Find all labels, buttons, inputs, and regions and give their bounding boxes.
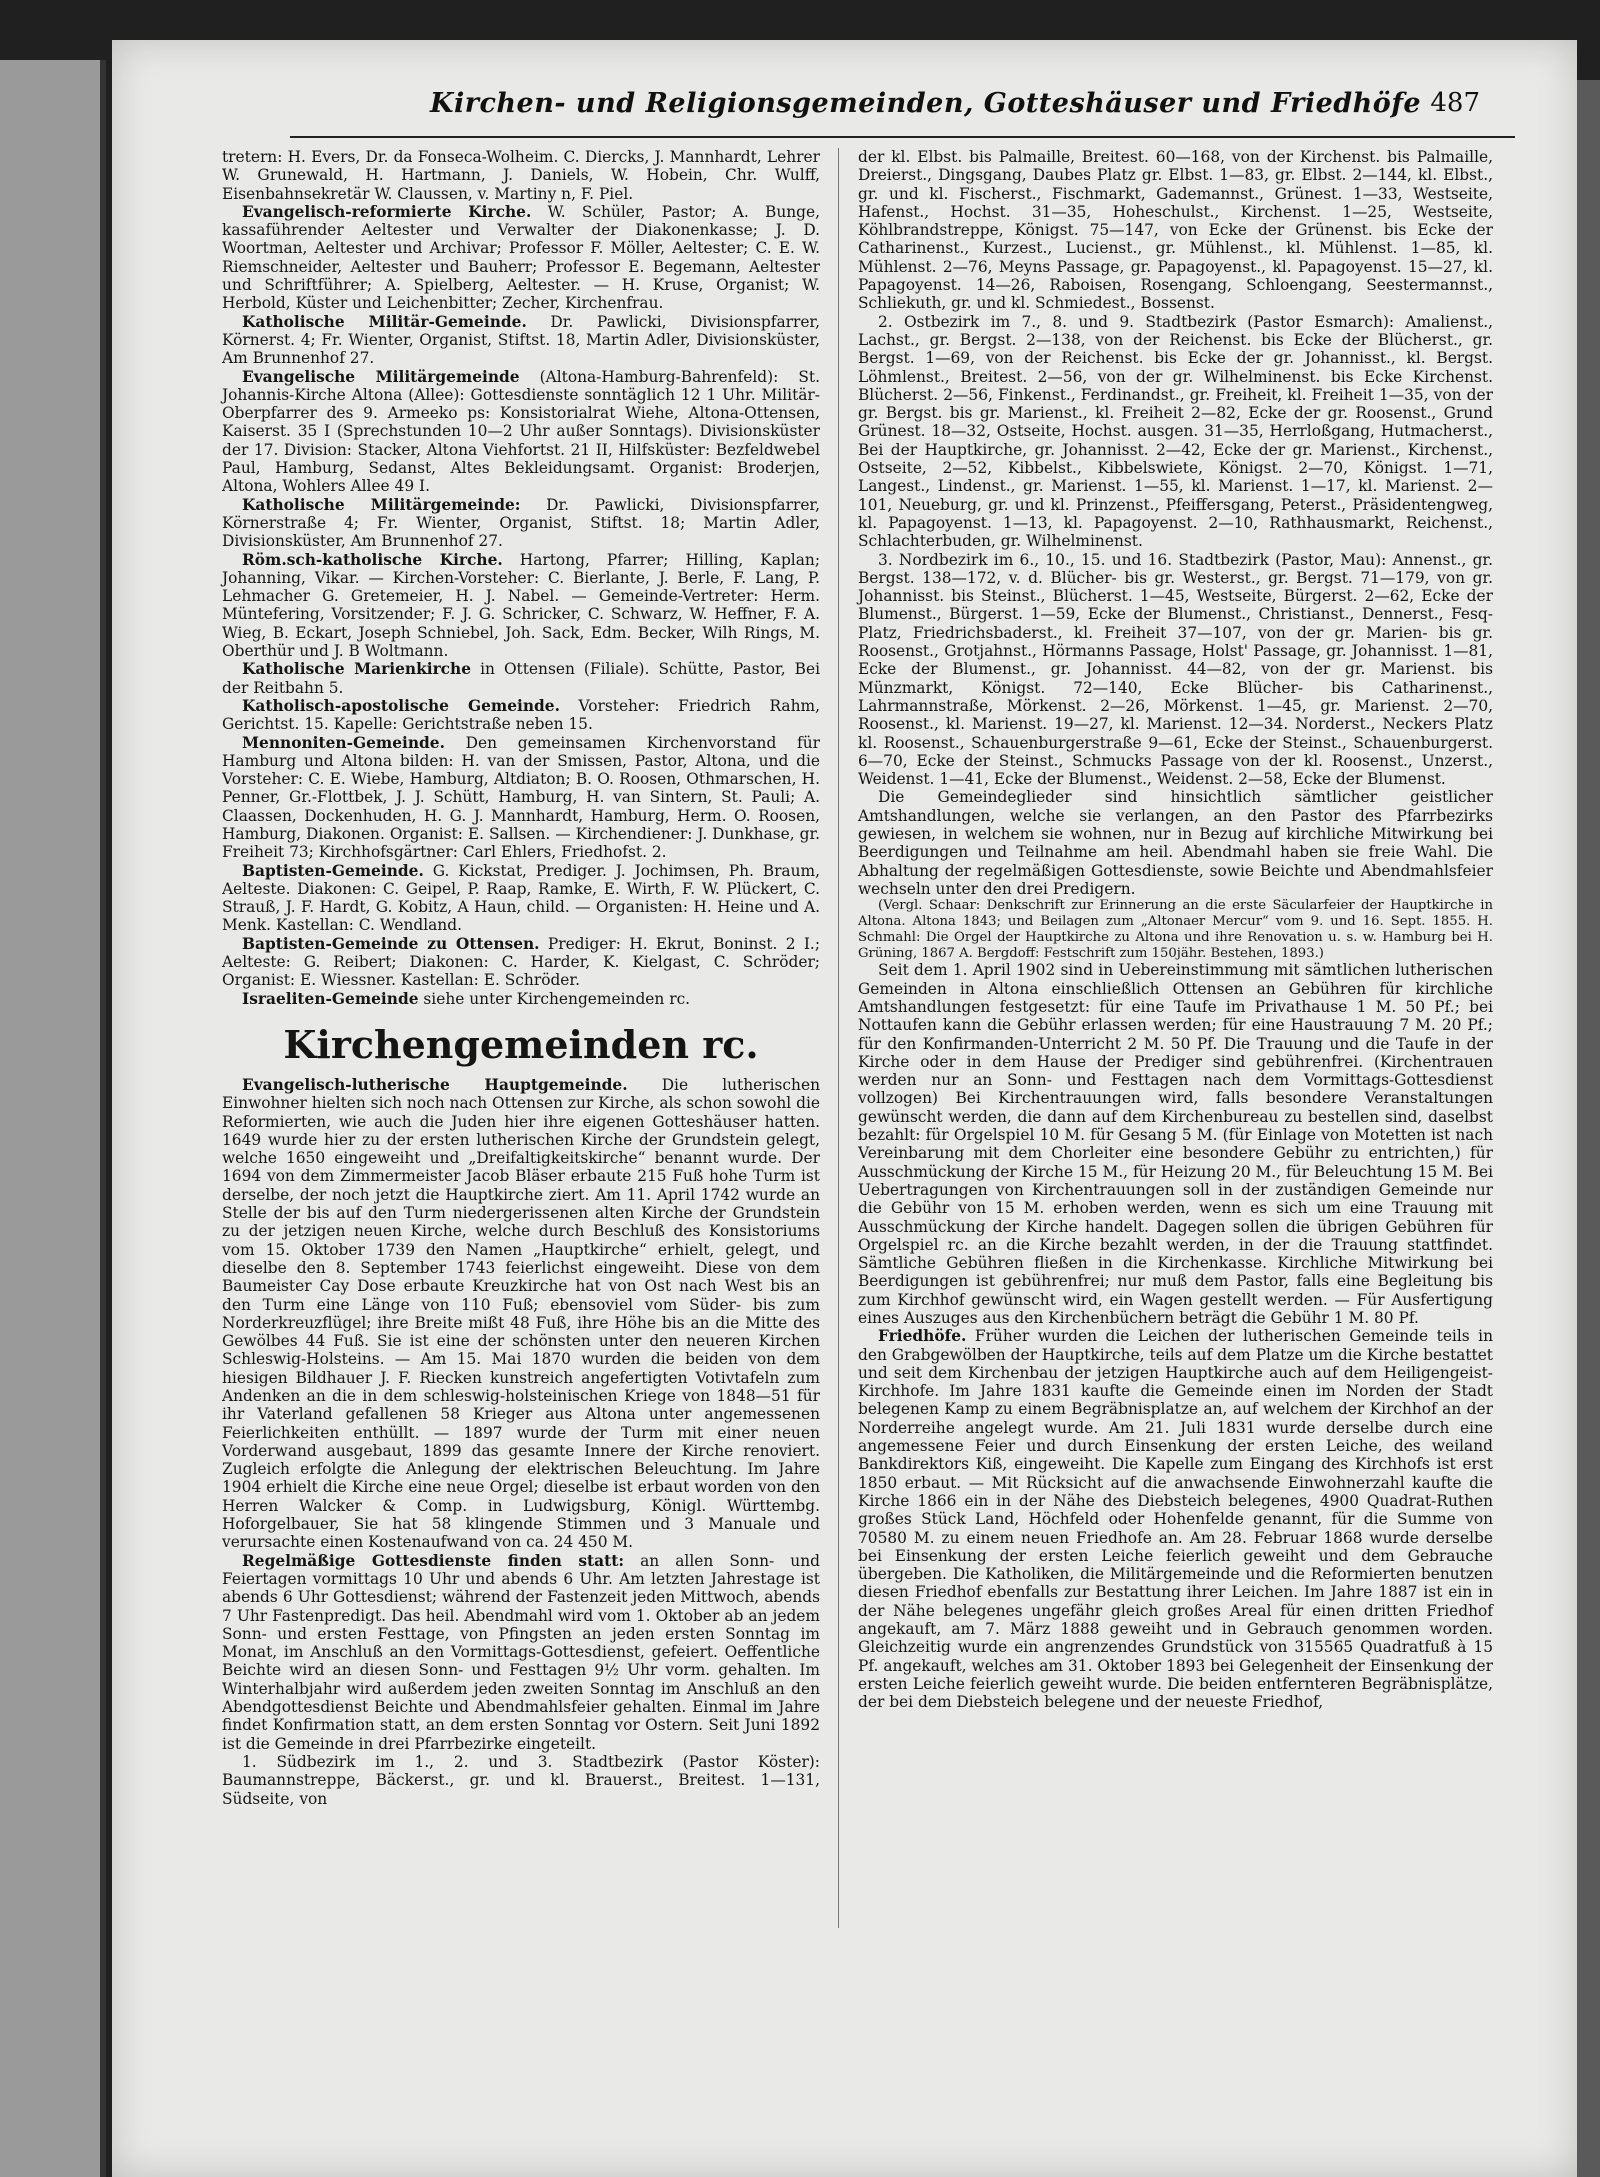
paragraph-text: Früher wurden die Leichen der lutherischen Gemeinde teils in den Grabgewölben der Hauptkirche, teils auf dem Platze um die Kirche bestattet und seit dem Kirchenbau der jetzigen Hauptkirche auch auf dem Heiligengeist-Kirchhofe. Im Jahre 1831 kaufte die Gemeinde einen im Norden der Stadt belegenen Kamp zu einem Begräbnisplatze an, auf welchem der Kirchhof an der Norderreihe angelegt wurde. Am 21. Juli 1831 wurde derselbe durch eine angemessene Feier und durch Einsenkung der ersten Leiche, des weiland Bankdirektors Kiß, eingeweiht. Die Kapelle zum Eingang des Kirchhofs ist erst 1850 erbaut. — Mit Rücksicht auf die anwachsende Einwohnerzahl kaufte die Kirche 1866 ein in der Nähe des Diebsteich belegenes, 4900 Quadrat-Ruthen großes Stück Land, Höchfeld oder Hohenfelde genannt, für die Summe von 70580 M. zu einem neuen Friedhofe an. Am 28. Februar 1868 wurde derselbe bei Einsenkung der ersten Leiche feierlich geweiht und dem Gebrauche übergeben. Die Katholiken, die Militärgemeinde und die Reformierten benutzen diesen Friedhof ebenfalls zur Bestattung ihrer Leichen. Im Jahre 1887 ist ein in der Nähe belegenes ungefähr gleich großes Areal für einen dritten Friedhof angekauft, am 7. März 1888 geweiht und in Gebrauch genommen worden. Gleichzeitig wurde ein angrenzendes Grundstück von 315565 Quadratfuß à 15 Pf. angekauft, welches am 31. Oktober 1893 bei Gelegenheit der Einsenkung der ersten Leiche feierlich geweiht wurde. Die beiden entfernteren Begräbnisplätze, der bei dem Diebsteich belegene und der neueste Friedhof, [858,1327,1493,1712]
paragraph-lead: Katholische Militärgemeinde: [242,495,521,514]
paragraph-text: 2. Ostbezirk im 7., 8. und 9. Stadtbezirk (Pastor Esmarch): Amalienst., Lachst., gr. Bergst. 2—138, von der Reichenst. bis Ecke der Blücherst., gr. Bergst. 1—69, von der Reichenst. bis Ecke der gr. Johannisst., kl. Bergst. Löhmlenst., Breitest. 2—56, von der gr. Wilhelminenst. bis Ecke Kirchenst. Blücherst. 2—56, Finkenst., Ferdinandst., gr. Freiheit, kl. Freiheit 1—35, von der gr. Bergst. bis gr. Marienst., kl. Freiheit 2—82, Ecke der gr. Roosenst., Grund Grünest. 18—32, Ostseite, Hochst. ausgen. 31—35, Herrloßgang, Hutmacherst., Bei der Hauptkirche, gr. Johannisst. 2—42, Ecke der gr. Marienst., Kirchenst., Ostseite, 2—52, Kibbelst., Kibbelswiete, Königst. 2—70, Königst. 1—71, Langest., Lindenst., gr. Marienst. 1—55, kl. Marienst. 1—17, kl. Marienst. 2—101, Neueburg, gr. und kl. Prinzenst., Pfeiffersgang, Peterst., Präsidentengweg, kl. Papagoyenst. 1—13, kl. Papagoyenst. 2—10, Rathhausmarkt, Reichenst., Schlachterbuden, gr. Wilhelminenst. [858,312,1493,551]
paragraph [222,697,820,734]
left-paragraphs [222,148,820,1008]
paragraph-text: Prediger: H. Ekrut, Boninst. 2 I.; Aelteste: G. Reibert; Diakonen: C. Harder, K. Kielgast, C. Schröder; Organist: E. Wiessner. Kastellan: E. Schröder. [222,934,820,990]
paragraph-text: Den gemeinsamen Kirchenvorstand für Hamburg und Altona bilden: H. van der Smissen, Pastor, Altona, und die Vorsteher: C. E. Wiebe, Hamburg, Altdiaton; B. O. Roosen, Othmarschen, H. Penner, Gr.-Flottbek, J. J. Schütt, Hamburg, H. van Sintern, St. Pauli; A. Claassen, Dockenhuden, H. G. J. Mannhardt, Hamburg, Herm. O. Roosen, Hamburg, Diakonen. Organist: E. Sallsen. — Kirchendiener: J. Dunkhase, gr. Freiheit 73; Kirchhofsgärtner: Carl Ehlers, Friedhofst. 2. [222,733,820,862]
paragraph-text: Dr. Pawlicki, Divisionspfarrer, Körnerst. 4; Fr. Wienter, Organist, Stiftst. 18, Martin Adler, Divisionsküster, Am Brunnenhof 27. [222,312,820,368]
paragraph-text: Seit dem 1. April 1902 sind in Uebereinstimmung mit sämtlichen lutherischen Gemeinden in Altona einschließlich Ottensen an Gebühren für kirchliche Amtshandlungen festgesetzt: für eine Taufe im Privathause 1 M. 50 Pf.; bei Nottaufen kann die Gebühr erlassen werden; für eine Haustrauung 7 M. 20 Pf.; für den Konfirmanden-Unterricht 2 M. 50 Pf. Die Trauung und die Taufe in der Kirche oder in dem Hause der Prediger sind gebührenfrei. (Kirchentrauen werden nur an Sonn- und Festtagen nach dem Vormittags-Gottesdienst vollzogen) Bei Kirchentrauungen wird, falls besondere Veranstaltungen gewünscht werden, die dann auf dem Kirchenbureau zu bestellen sind, daselbst bezahlt: für Orgelspiel 10 M. für Gesang 5 M. (für Einlage von Motetten ist nach Vereinbarung mit dem Chorleiter eine besondere Gebühr zu entrichten,) für Ausschmückung der Kirche 15 M., für Heizung 20 M., für Beleuchtung 15 M. Bei Uebertragungen von Kirchentrauungen soll in der zuständigen Gemeinde nur die Gebühr von 15 M. erhoben werden, wenn es sich um eine Trauung mit Ausschmückung der Kirche handelt. Dagegen sollen die übrigen Gebühren für Orgelspiel rc. an die Kirche bezahlt werden, in der die Trauung stattfindet. Sämtliche Gebühren fließen in die Kirchenkasse. Kirchliche Mitwirkung bei Beerdigungen ist gebührenfrei; nur muß dem Pastor, falls eine Begleitung bis zum Kirchhof gewünscht wird, ein Wagen gestellt werden. — Für Ausfertigung eines Auszuges aus den Kirchenbüchern beträgt die Gebühr 1 M. 80 Pf. [858,961,1493,1327]
column-divider [838,148,839,1928]
paragraph [858,313,1493,551]
paragraph [858,551,1493,789]
paragraph-text: W. Schüler, Pastor; A. Bunge, kassaführender Aeltester und Verwalter der Diakonenkasse; J. D. Woortman, Aeltester und Archivar; Professor F. Möller, Aeltester; C. E. W. Riemschneider, Aeltester und Bauherr; Professor E. Begemann, Aeltester und Schriftführer; A. Spielberg, Aeltester. — H. Kruse, Organist; W. Herbold, Küster und Leichenbitter; Zecher, Kirchenfrau. [222,202,820,313]
left-column [222,148,820,1808]
paragraph [222,1552,820,1753]
paragraph-lead: Evangelische Militärgemeinde [242,367,520,386]
header-rule [290,136,1515,138]
paragraph [222,734,820,862]
paragraph [222,990,820,1008]
paragraph [222,1753,820,1808]
paragraph [222,148,820,203]
paragraph-text: Vorsteher: Friedrich Rahm, Gerichtst. 15. Kapelle: Gerichtstraße neben 15. [222,696,820,734]
paragraph-lead: Baptisten-Gemeinde. [242,861,424,880]
paragraph-text: siehe unter Kirchengemeinden rc. [418,989,691,1008]
paragraph-text: Die Gemeindeglieder sind hinsichtlich sämtlicher geistlicher Amtshandlungen, welche sie verlangen, an den Pastor des Pfarrbezirks gewiesen, in welchem sie wohnen, nur in Bezug auf kirchliche Mitwirkung bei Beerdigungen und Teilnahme am heil. Abendmahl haben sie freie Wahl. Die Abhaltung der regelmäßigen Gottesdienste, sowie Beichte und Abendmahlsfeier wechseln unter den drei Predigern. [858,788,1493,898]
paragraph-text: Hartong, Pfarrer; Hilling, Kaplan; Johanning, Vikar. — Kirchen-Vorsteher: C. Bierlante, J. Berle, F. Lang, P. Lehmacher G. Gretemeier, H. J. Nabel. — Gemeinde-Vertreter: Herm. Müntefering, Vorsitzender; F. J. G. Schricker, C. Schwarz, W. Heffner, F. A. Wieg, B. Eckart, Joseph Schniebel, Joh. Sack, Edm. Becker, Wilh Rings, M. Oberthür und J. B Woltmann. [222,550,821,661]
facing-page-edge [0,60,106,2177]
paragraph-text: 1. Südbezirk im 1., 2. und 3. Stadtbezirk (Pastor Köster): Baumannstreppe, Bäckerst., gr. und kl. Brauerst., Breitest. 1—131, Südseite, von [222,1752,820,1808]
paragraph-lead: Friedhöfe. [878,1327,967,1346]
paragraph [222,660,820,697]
right-paragraphs [858,148,1493,1712]
paragraph-text: Die lutherischen Einwohner hielten sich noch nach Ottensen zur Kirche, als schon sowohl die Reformierten, wie auch die Juden hier ihre eigenen Gotteshäuser hatten. 1649 wurde hier zu der ersten lutherischen Kirche der Grundstein gelegt, welche 1650 eingeweiht und „Dreifaltigkeitskirche“ benannt wurde. Der 1694 von dem Zimmermeister Jacob Bläser erbaute 215 Fuß hohe Turm ist derselbe, der noch jetzt die Hauptkirche ziert. Am 11. April 1742 wurde an Stelle der bis auf den Turm niedergerissenen alten Kirche der Grundstein zu der jetzigen neuen Kirche, welche durch Beschluß des Konsistoriums vom 15. Oktober 1739 den Namen „Hauptkirche“ erhielt, gelegt, und dieselbe den 8. September 1743 feierlichst eingeweiht. Diese von dem Baumeister Cay Dose erbaute Kreuzkirche hat von Ost nach West bis an den Turm eine Länge von 110 Fuß; ebensoviel vom Süder- bis zum Norderkreuzflügel; ihre Breite mißt 48 Fuß, ihre Höhe bis an die Mitte des Gewölbes 44 Fuß. Sie ist eine der schönsten unter den neueren Kirchen Schleswig-Holsteins. — Am 15. Mai 1870 wurden die beiden von dem hiesigen Bildhauer J. F. Riecken kunstreich angefertigten Votivtafeln zum Andenken an die in dem schleswig-holsteinischen Kriege von 1848—51 für ihr Vaterland gefallenen 58 Krieger aus Altona unter angemessenen Feierlichkeiten enthüllt. — 1897 wurde der Turm mit einer neuen Vorderwand ausgebaut, 1899 das gesamte Innere der Kirche renoviert. Zugleich erfolgte die Anlegung der elektrischen Beleuchtung. Im Jahre 1904 erhielt die Kirche eine neue Orgel; dieselbe ist erbaut worden von den Herren Walcker & Comp. in Ludwigsburg, Königl. Württembg. Hoforgelbauer, Sie hat 58 klingende Stimmen und 3 Manuale und verursachte einen Kostenaufwand von ca. 24 450 M. [222,1075,820,1552]
paragraph-text: (Altona-Hamburg-Bahrenfeld): St. Johannis-Kirche Altona (Allee): Gottesdienste sonntäglich 12 1 Uhr. Militär-Oberpfarrer des 9. Armeeko ps: Konsistorialrat Wiehe, Altona-Ottensen, Kaiserst. 35 I (Sprechstunden 10—2 Uhr außer Sonntags). Divisionsküster der 17. Division: Stacker, Altona Viehfortst. 21 II, Hilfsküster: Bezfeldwebel Paul, Hamburg, Sedanst, Altes Bekleidungsamt. Organist: Broderjen, Altona, Wohlers Allee 49 I. [222,367,820,496]
header-title: Kirchen- und Religionsgemeinden, Gotteshäuser und Friedhöfe [430,88,1422,119]
paragraph-text: tretern: H. Evers, Dr. da Fonseca-Wolheim. C. Diercks, J. Mannhardt, Lehrer W. Grunewald, H. Hartmann, J. Daniels, W. Hobein, Chr. Wulff, Eisenbahnsekretär W. Claussen, v. Martiny n, F. Piel. [222,148,820,203]
paragraph [222,862,820,935]
paragraph [222,496,820,551]
paragraph-text: (Vergl. Schaar: Denkschrift zur Erinnerung an die erste Säcularfeier der Hauptkirche in Altona. Altona 1843; und Beilagen zum „Altonaer Mercur“ vom 9. und 16. Sept. 1855. H. Schmahl: Die Orgel der Hauptkirche zu Altona und ihre Renovation u. s. w. Hamburg bei H. Grüning, 1867 A. Bergdoff: Festschrift zum 150jähr. Bestehen, 1893.) [858,898,1493,961]
paragraph-lead: Baptisten-Gemeinde zu Ottensen. [242,934,540,953]
paragraph-lead: Regelmäßige Gottesdienste finden statt: [242,1551,624,1570]
paragraph [858,788,1493,898]
paragraph-lead: Röm.sch-katholische Kirche. [242,550,503,569]
paragraph [222,203,820,313]
section-paragraphs [222,1076,820,1808]
paragraph-text: der kl. Elbst. bis Palmaille, Breitest. 60—168, von der Kirchenst. bis Palmaille, Dreierst., Dingsgang, Daubes Platz gr. Elbst. 1—83, gr. Elbst. 2—144, kl. Elbst., gr. und kl. Fischerst., Fischmarkt, Gademannst., Grünest. 1—33, Westseite, Hafenst., Hochst. 31—35, Hoheschulst., Kirchenst. 1—25, Westseite, Köhlbrandstreppe, Königst. 75—147, von Ecke der Grünenst. bis Ecke der Catharinenst., Kurzest., Lucienst., gr. Mühlenst., kl. Mühlenst. 1—85, kl. Mühlenst. 2—76, Meyns Passage, gr. Papagoyenst., kl. Papagoyenst. 15—27, kl. Papagoyenst. 14—26, Raboisen, Rosengang, Schloengang, Seestermannst., Schliekuth, gr. und kl. Schmiedest., Bossenst. [858,148,1493,313]
paragraph-lead: Katholische Militär-Gemeinde. [242,312,527,331]
paragraph-lead: Evangelisch-lutherische Hauptgemeinde. [242,1075,628,1094]
paragraph [858,898,1493,961]
paragraph-text: 3. Nordbezirk im 6., 10., 15. und 16. Stadtbezirk (Pastor, Mau): Annenst., gr. Bergst. 138—172, v. d. Blücher- bis gr. Westerst., gr. Bergst. 71—179, von gr. Johannisst. bis Steinst., Blücherst. 1—45, Westseite, Bürgerst. 2—62, Ecke der Blumenst., Bürgerst. 1—59, Ecke der Blumenst., Christianst., Dennerst., Fesq-Platz, Friedrichsbaderst., kl. Freiheit 37—107, von der gr. Marien- bis gr. Roosenst., Grotjahnst., Hörmanns Passage, Holst' Passage, gr. Johannisst. 1—81, Ecke der Blumenst., gr. Johannisst. 44—82, von der gr. Marienst. bis Münzmarkt, Königst. 72—140, Ecke Blücher- bis Catharinenst., Lahrmannstraße, Mörkenst. 2—26, Mörkenst. 1—45, gr. Marienst. 2—70, Roosenst., kl. Marienst. 19—27, kl. Marienst. 12—34. Norderst., Neckers Platz kl. Roosenst., Schauenburgerstraße 9—61, Ecke der Steinst., Schauenburgerst. 6—70, Ecke der Steinst., Schmucks Passage von der kl. Roosenst., Unzerst., Weidenst. 1—41, Ecke der Blumenst., Weidenst. 2—58, Ecke der Blumenst. [858,550,1493,789]
paragraph-lead: Mennoniten-Gemeinde. [242,733,445,752]
section-heading: Kirchengemeinden rc. [283,1021,759,1067]
paragraph-lead: Katholisch-apostolische Gemeinde. [242,696,560,715]
page-right-edge [1577,80,1600,2177]
paragraph [222,368,820,496]
right-column [858,148,1493,1712]
paragraph [222,935,820,990]
paragraph [222,1076,820,1552]
paragraph-text: Dr. Pawlicki, Divisionspfarrer, Körnerstraße 4; Fr. Wienter, Organist, Stiftst. 18; Martin Adler, Divisionsküster, Am Brunnenhof 27. [222,495,820,551]
paragraph-text: an allen Sonn- und Feiertagen vormittags 10 Uhr und abends 6 Uhr. Am letzten Jahrestage ist abends 6 Uhr Gottesdienst; während der Fastenzeit jeden Mittwoch, abends 7 Uhr Fastenpredigt. Das heil. Abendmahl wird vom 1. Oktober ab an jedem Sonn- und ersten Festtage, von Pfingsten an jeden ersten Sonntag im Monat, im Anschluß an den Vormittags-Gottesdienst, gefeiert. Oeffentliche Beichte wird an diesen Sonn- und Festtagen 9½ Uhr vorm. gehalten. Im Winterhalbjahr wird außerdem jeden zweiten Sonntag im Anschluß an den Abendgottesdienst Beichte und Abendmahlsfeier gehalten. Einmal im Jahre findet Konfirmation statt, an dem ersten Sonntag vor Ostern. Seit Juni 1892 ist die Gemeinde in drei Pfarrbezirke eingeteilt. [222,1551,820,1753]
paragraph-text: G. Kickstat, Prediger. J. Jochimsen, Ph. Braum, Aelteste. Diakonen: C. Geipel, P. Raap, Ramke, E. Wirth, F. W. Plückert, C. Strauß, J. F. Hardt, G. Kobitz, A Haun, child. — Organisten: H. Heine und A. Menk. Kastellan: C. Wendland. [222,861,820,935]
paragraph [222,313,820,368]
paragraph-text: in Ottensen (Filiale). Schütte, Pastor, Bei der Reitbahn 5. [222,660,820,697]
paragraph [858,148,1493,313]
running-header [300,88,1480,126]
paragraph [858,961,1493,1327]
paragraph-lead: Evangelisch-reformierte Kirche. [242,202,532,221]
paragraph-lead: Katholische Marienkirche [242,660,472,679]
paragraph-lead: Israeliten-Gemeinde [242,989,419,1008]
paragraph [858,1327,1493,1711]
page-number: 487 [1430,88,1480,118]
paragraph [222,551,820,661]
